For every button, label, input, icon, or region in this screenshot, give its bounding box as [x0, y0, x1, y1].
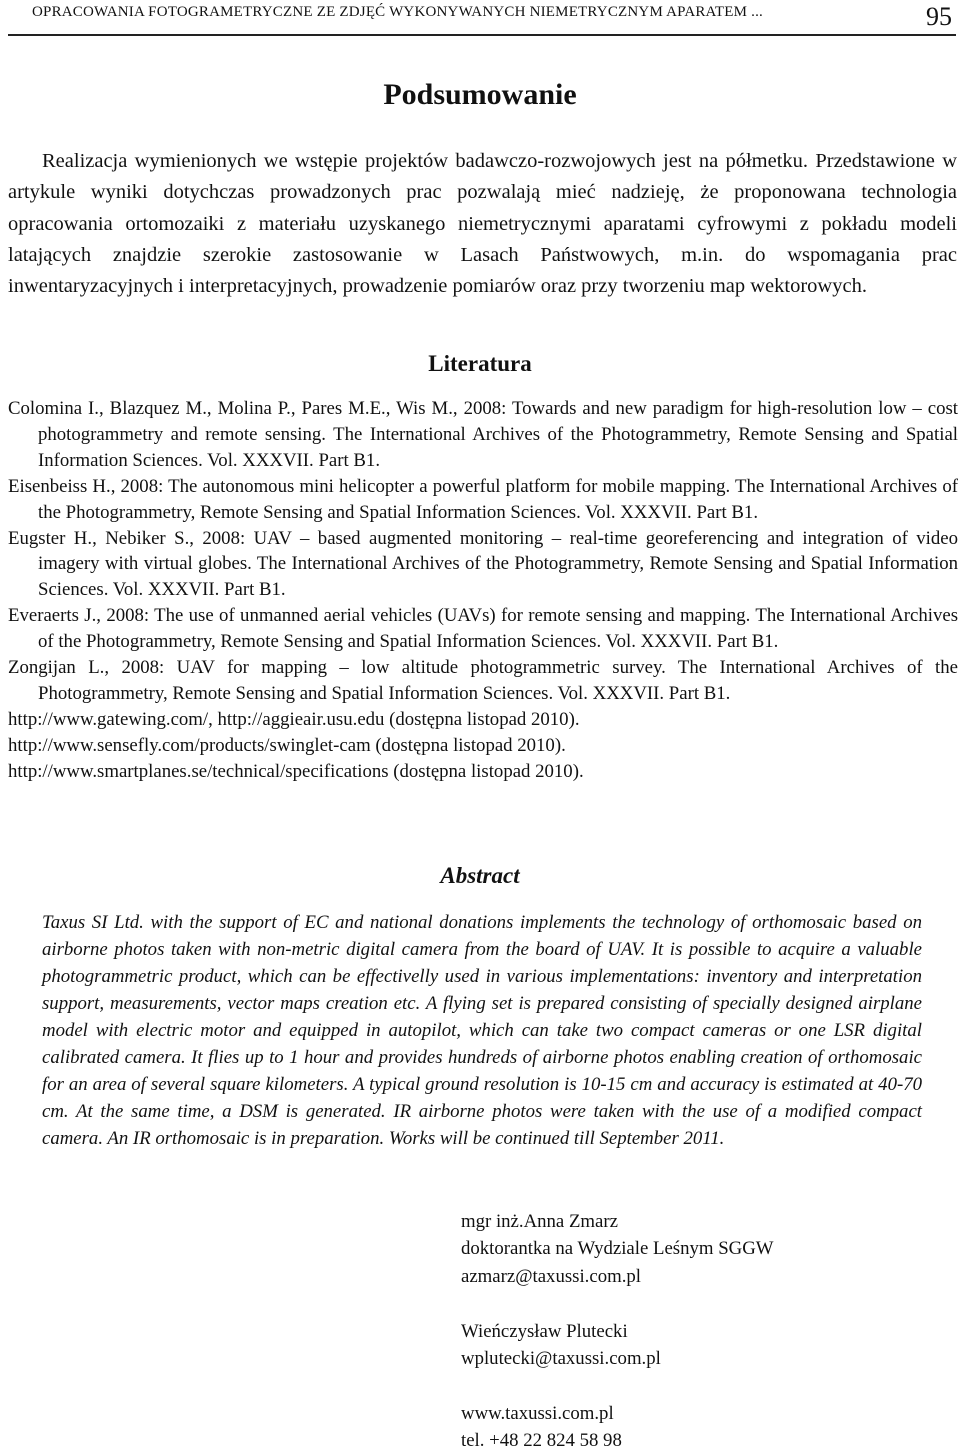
page-number: 95: [926, 2, 952, 31]
reference-eisenbeiss: Eisenbeiss H., 2008: The autonomous mini helicopter a powerful platform for mobile mapping. The International Archives of the Photogrammetry, Remote Sensing and Spatial Information Sciences. Vol. XXXVII. Part B1.: [8, 475, 958, 523]
company-website: www.taxussi.com.pl: [461, 1402, 614, 1424]
author2-email: wplutecki@taxussi.com.pl: [461, 1347, 661, 1369]
author1-affiliation: doktorantka na Wydziale Leśnym SGGW: [461, 1238, 774, 1260]
reference-url-sensefly: http://www.sensefly.com/products/swinglet-cam (dostępna listopad 2010).: [8, 734, 566, 756]
author-spacer: [461, 1290, 774, 1317]
reference-zongijan: Zongijan L., 2008: UAV for mapping – low altitude photogrammetric survey. The International Archives of the Photogrammetry, Remote Sensing and Spatial Information Sciences. Vol. XXXVII. Part B1.: [8, 657, 958, 704]
author1-name: mgr inż.Anna Zmarz: [461, 1211, 618, 1232]
company-phone: tel. +48 22 824 58 98: [461, 1430, 622, 1452]
reference-list: [8, 396, 958, 785]
literature-heading: Literatura: [428, 351, 532, 376]
summary-paragraph: Realizacja wymienionych we wstępie projektów badawczo-rozwojowych jest na półmetku. Przedstawione w artykule wyniki dotychczas prowadzonych prac pozwalają mieć nadzieję, że proponowana technologia opracowania ortomozaiki z materiału uzyskanego niemetrycznymi aparatami cyfrowymi z pokładu modeli latających znajdzie szerokie zastosowanie w Lasach Państwowych, m.in. do wspomagania prac inwentaryzacyjnych i interpretacyjnych, prowadzenie pomiarów oraz przy tworzeniu map wektorowych.: [8, 150, 957, 298]
reference-url-smartplanes: http://www.smartplanes.se/technical/specifications (dostępna listopad 2010).: [8, 760, 584, 782]
reference-colomina: Colomina I., Blazquez M., Molina P., Pares M.E., Wis M., 2008: Towards and new paradigm for high-resolution low – cost photogrammetry and remote sensing. The International Archives of the Photogrammetry, Remote Sensing and Spatial Information Sciences. Vol. XXXVII. Part B1.: [8, 398, 958, 471]
reference-everaerts: Everaerts J., 2008: The use of unmanned aerial vehicles (UAVs) for remote sensing and mapping. The International Archives of the Photogrammetry, Remote Sensing and Spatial Information Sciences. Vol. XXXVII. Part B1.: [8, 605, 958, 653]
abstract-heading: Abstract: [440, 863, 520, 888]
running-title: OPRACOWANIA FOTOGRAMETRYCZNE ZE ZDJĘĆ WYKONYWANYCH NIEMETRYCZNYM APARATEM ...: [32, 4, 763, 20]
reference-eugster: Eugster H., Nebiker S., 2008: UAV – based augmented monitoring – real-time georeferencing and integration of video imagery with virtual globes. The International Archives of the Photogrammetry, Remote Sensing and Spatial Information Sciences. Vol. XXXVII. Part B1.: [8, 527, 958, 601]
author-spacer: [461, 1372, 774, 1399]
author1-email: azmarz@taxussi.com.pl: [461, 1265, 642, 1287]
summary-heading: Podsumowanie: [383, 78, 577, 111]
reference-url-gatewing: http://www.gatewing.com/, http://aggieair.usu.edu (dostępna listopad 2010).: [8, 708, 580, 730]
author2-name: Wieńczysław Plutecki: [461, 1320, 628, 1342]
running-header: [8, 0, 956, 36]
abstract-paragraph: Taxus SI Ltd. with the support of EC and national donations implements the technology of orthomosaic based on airborne photos taken with non-metric digital camera from the board of UAV. It is possible to acquire a valuable photogrammetric product, which can be effectivelly used in various implementations: inventory and interpretation support, measurements, vector maps creation etc. A flying set is prepared consisting of specially designed airplane model with electric motor and equipped in autopilot, which can take two compact cameras or one LSR digital calibrated camera. It flies up to 1 hour and provides hundreds of airborne photos enabling creation of orthomosaic for an area of several square kilometers. A typical ground resolution is 10-15 cm and accuracy is estimated at 40-70 cm. At the same time, a DSM is generated. IR airborne photos were taken with the use of a modified compact camera. An IR orthomosaic is in preparation. Works will be continued till September 2011.: [42, 912, 922, 1149]
author-block: [461, 1208, 774, 1455]
